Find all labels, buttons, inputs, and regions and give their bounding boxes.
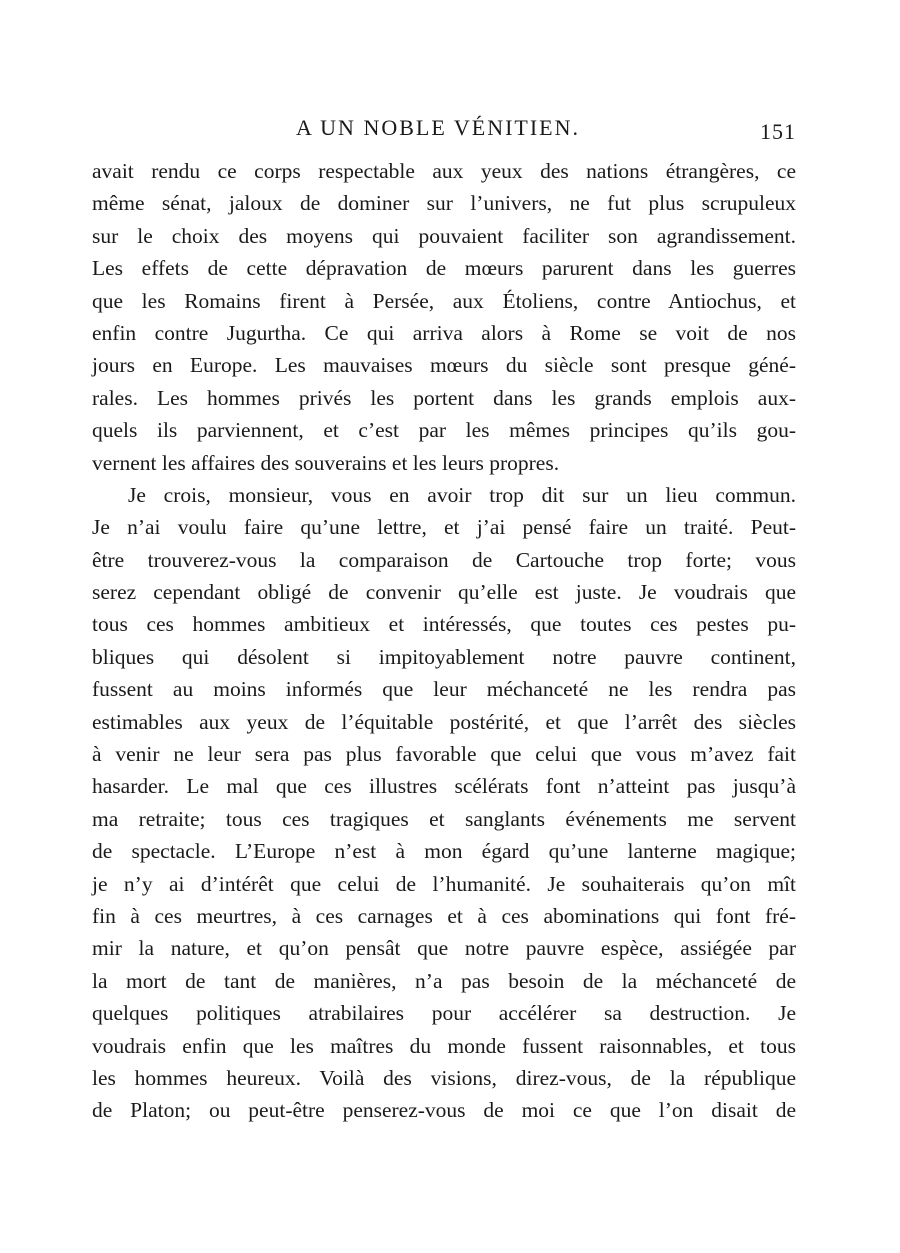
text-line: Les effets de cette dépravation de mœurs parurent dans les guerres [92,256,796,281]
paragraph-end-line: vernent les affaires des souverains et les leurs propres. [92,450,560,475]
body-text [92,155,796,1127]
text-line: voudrais enfin que les maîtres du monde fussent raisonnables, et tous [92,1033,796,1058]
text-line: fussent au moins informés que leur méchanceté ne les rendra pas [92,677,796,702]
text-line: de spectacle. L’Europe n’est à mon égard qu’une lanterne magique; [92,839,796,864]
text-line: jours en Europe. Les mauvaises mœurs du siècle sont presque géné- [92,353,796,378]
text-line: quels ils parviennent, et c’est par les mêmes principes qu’ils gou- [92,418,796,443]
text-line: je n’y ai d’intérêt que celui de l’humanité. Je souhaiterais qu’on mît [92,871,796,896]
text-line: de Platon; ou peut-être penserez-vous de moi ce que l’on disait de [92,1098,796,1123]
text-line: mir la nature, et qu’on pensât que notre pauvre espèce, assiégée par [92,936,796,961]
page-number: 151 [760,119,796,144]
text-line: estimables aux yeux de l’équitable postérité, et que l’arrêt des siècles [92,709,796,734]
text-line: être trouverez-vous la comparaison de Cartouche trop forte; vous [92,547,796,572]
text-line: sur le choix des moyens qui pouvaient faciliter son agrandissement. [92,223,796,248]
text-line: serez cependant obligé de convenir qu’elle est juste. Je voudrais que [92,580,796,605]
text-line: tous ces hommes ambitieux et intéressés, que toutes ces pestes pu- [92,612,796,637]
text-line: bliques qui désolent si impitoyablement notre pauvre continent, [92,644,796,669]
text-line: avait rendu ce corps respectable aux yeux des nations étrangères, ce [92,159,796,183]
text-line: rales. Les hommes privés les portent dans les grands emplois aux- [92,385,796,410]
text-line: ma retraite; tous ces tragiques et sanglants événements me servent [92,806,796,831]
text-line: les hommes heureux. Voilà des visions, direz-vous, de la république [92,1065,796,1090]
text-line: enfin contre Jugurtha. Ce qui arriva alors à Rome se voit de nos [92,320,796,345]
text-line: même sénat, jaloux de dominer sur l’univers, ne fut plus scrupuleux [92,191,796,216]
text-line: quelques politiques atrabilaires pour accélérer sa destruction. Je [92,1001,796,1026]
text-line: que les Romains firent à Persée, aux Étoliens, contre Antiochus, et [92,288,796,313]
running-head [0,113,900,143]
text-line: Je n’ai voulu faire qu’une lettre, et j’ai pensé faire un traité. Peut- [92,515,796,540]
text-line: fin à ces meurtres, à ces carnages et à ces abominations qui font fré- [92,903,796,928]
text-line: à venir ne leur sera pas plus favorable que celui que vous m’avez fait [92,742,796,767]
text-line: hasarder. Le mal que ces illustres scélérats font n’atteint pas jusqu’à [92,774,796,799]
paragraph-start-line: Je crois, monsieur, vous en avoir trop dit sur un lieu commun. [128,482,796,507]
running-title: A UN NOBLE VÉNITIEN. [296,115,581,140]
text-line: la mort de tant de manières, n’a pas besoin de la méchanceté de [92,968,796,993]
